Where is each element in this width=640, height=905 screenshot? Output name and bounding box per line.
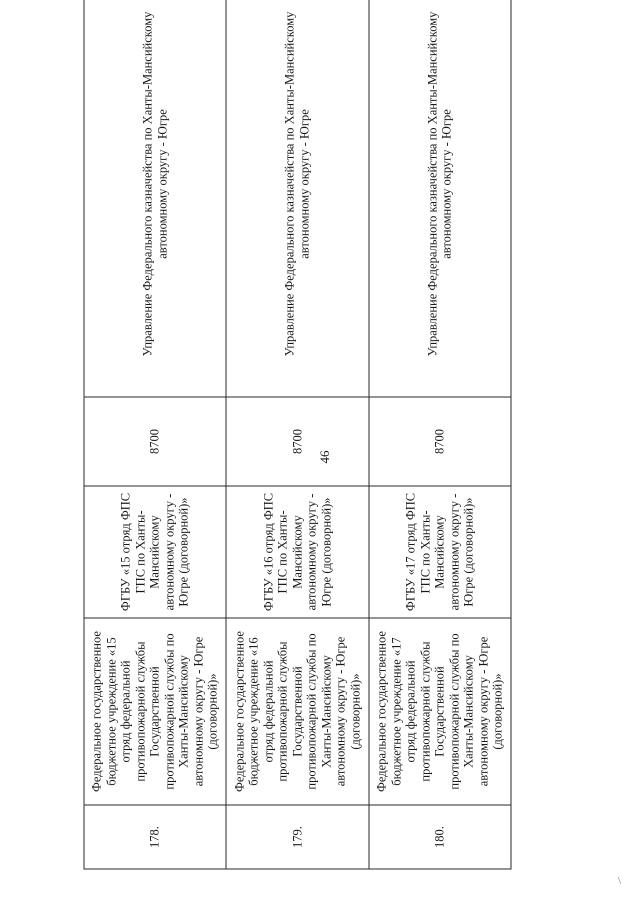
short-name-cell: ФГБУ «15 отряд ФПС ГПС по Ханты-Мансийскому автономному округу - Югре (договорной)» <box>84 486 226 618</box>
table-row <box>226 0 368 869</box>
full-name-cell: Федеральное государственное бюджетное учреждение «15 отряд федеральной противопожарной службы Государственной противопожарной службы по Ханты-Мансийскому автономному округу - Югре (договорной)» <box>84 618 226 805</box>
table-row <box>84 0 226 869</box>
treasury-cell: Управление Федерального казначейства по Ханты-Мансийскому автономному округу - Югре <box>226 0 368 397</box>
page-number: 46 <box>317 450 332 464</box>
row-number: 180. <box>369 805 511 869</box>
table-row <box>369 0 511 869</box>
short-name-cell: ФГБУ «16 отряд ФПС ГПС по Ханты-Мансийскому автономному округу - Югре (договорной)» <box>226 486 368 618</box>
full-name-cell: Федеральное государственное бюджетное учреждение «16 отряд федеральной противопожарной службы Государственной противопожарной службы по Ханты-Мансийскому автономному округу - Югре (договорной)» <box>226 618 368 805</box>
short-name-cell: ФГБУ «17 отряд ФПС ГПС по Ханты-Мансийскому автономному округу - Югре (договорной)» <box>369 486 511 618</box>
code-cell: 8700 <box>226 397 368 486</box>
code-cell: 8700 <box>84 397 226 486</box>
code-cell: 8700 <box>369 397 511 486</box>
row-number: 179. <box>226 805 368 869</box>
row-number: 178. <box>84 805 226 869</box>
institutions-table <box>84 0 512 870</box>
treasury-cell: Управление Федерального казначейства по Ханты-Мансийскому автономному округу - Югре <box>84 0 226 397</box>
full-name-cell: Федеральное государственное бюджетное учреждение «17 отряд федеральной противопожарной службы Государственной противопожарной службы по Ханты-Мансийскому автономному округу - Югре (договорной)» <box>369 618 511 805</box>
treasury-cell: Управление Федерального казначейства по Ханты-Мансийскому автономному округу - Югре <box>369 0 511 397</box>
rotated-table-container <box>84 11 512 870</box>
corner-mark-icon: \ <box>618 875 622 887</box>
